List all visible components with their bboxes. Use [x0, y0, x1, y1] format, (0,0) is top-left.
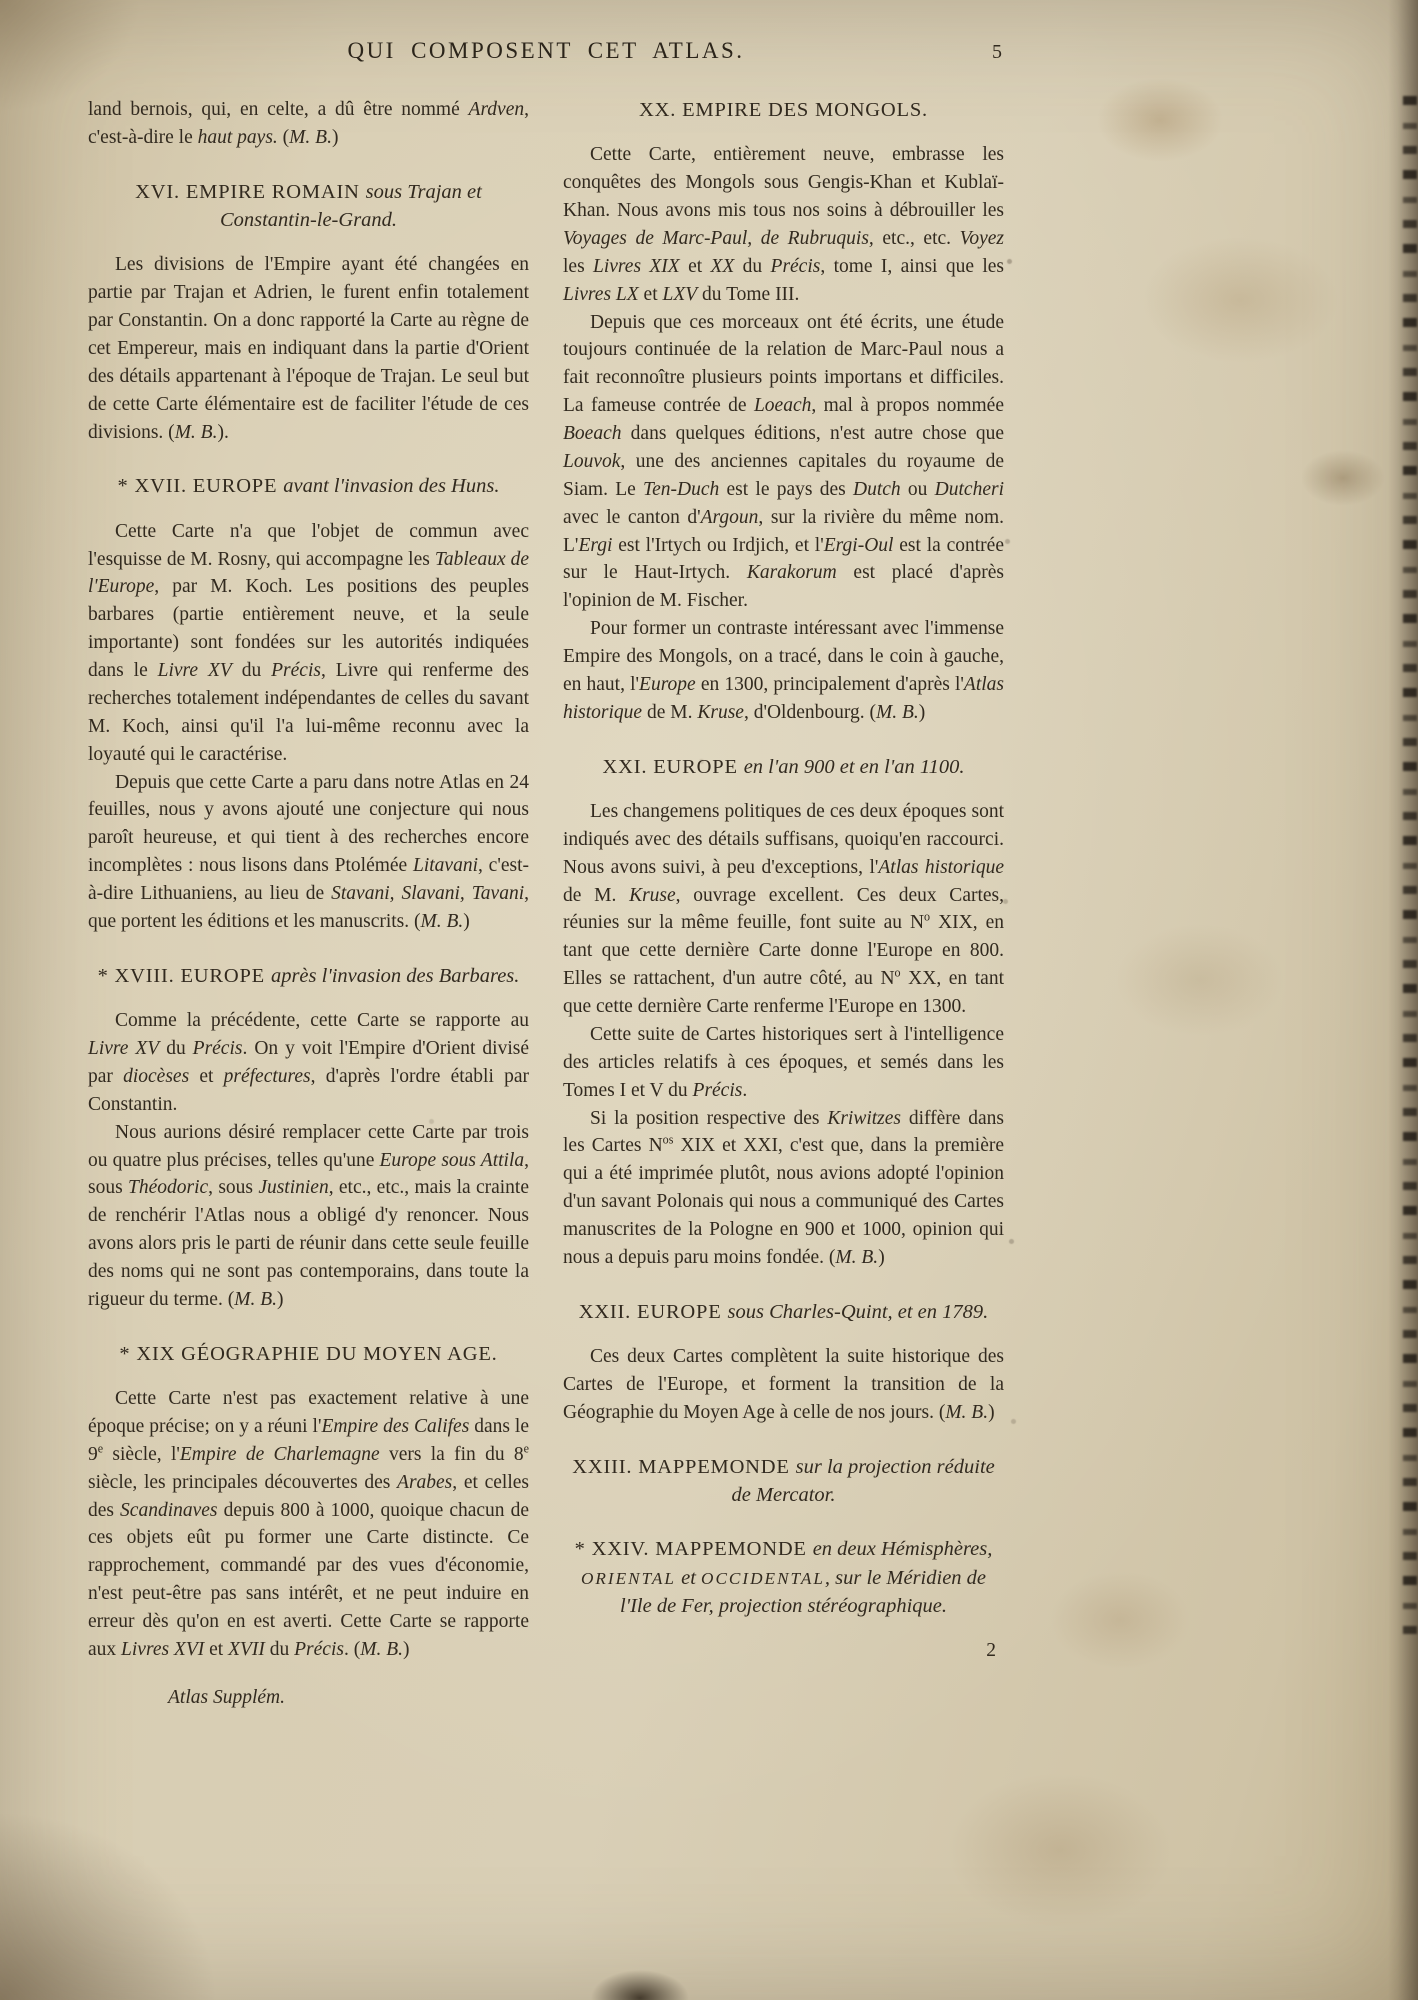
text-run: Empire des Califes [321, 1415, 470, 1437]
text-run: XIX, en tant que cette dernière Carte donne l'Europe en 800. Elles se rattachent, d'un autre côté, au N [563, 912, 1004, 990]
text-run: Les changemens politiques de ces deux époques sont indiqués avec des détails suffisans, quoiqu'en raccourci. Nous avons suivi, à peu d'exceptions, l' [563, 800, 1004, 878]
text-run: M. B. [174, 421, 218, 443]
text-run: * XVII. EUROPE [117, 475, 284, 498]
paragraph [88, 518, 529, 769]
text-run: ) [918, 701, 926, 723]
text-run: Atlas historique [563, 673, 1004, 723]
text-run: XXII. EUROPE [578, 1300, 728, 1323]
text-run: avant l'invasion des Huns. [283, 475, 500, 498]
text-run: XXIII. MAPPEMONDE [572, 1455, 796, 1478]
text-run: ou [900, 478, 935, 500]
text-run: M. B. [876, 701, 919, 723]
right-column [563, 96, 1004, 1712]
text-run: , mal à propos nommée [811, 395, 1004, 417]
text-run: sur la projection réduite de Mercator. [731, 1455, 995, 1506]
paragraph [88, 251, 529, 446]
text-run: , et celles des [88, 1471, 529, 1521]
text-run: ORIENTAL [580, 1568, 676, 1588]
text-run: Pour former un contraste intéressant avec l'immense Empire des Mongols, on a tracé, dans le coin à gauche, en haut, l' [563, 618, 1004, 695]
text-run: Kruse [629, 884, 676, 906]
text-run: ) [878, 1246, 885, 1268]
text-run: M. B. [945, 1401, 989, 1423]
text-run: Précis [294, 1638, 344, 1660]
section-heading [567, 1535, 1000, 1620]
text-run: sous Charles-Quint, et en 1789. [727, 1300, 989, 1323]
text-run: . [742, 1079, 748, 1101]
text-run: Ergi [578, 534, 613, 556]
text-run: Cette suite de Cartes historiques sert à l'intelligence des articles relatifs à ces époques, et semés dans les Tomes I et V du [563, 1023, 1004, 1101]
text-run: XXI. EUROPE [602, 755, 744, 778]
paragraph [563, 309, 1004, 616]
section-heading [92, 962, 525, 990]
signature-mark [563, 1637, 1004, 1665]
text-run: M. B. [835, 1246, 879, 1268]
text-run: , Livre qui renferme des recherches totalement indépendantes de celles du savant M. Koch, ainsi qu'il l'a lui-même reconnu avec la loyauté qui le caractérise. [88, 660, 529, 765]
text-run: * XIX GÉOGRAPHIE DU MOYEN AGE. [119, 1342, 498, 1365]
page-edge-artifacts [1388, 0, 1418, 2000]
section-heading [92, 178, 525, 235]
text-run: Scandinaves [120, 1499, 218, 1521]
text-run: M. B. [234, 1288, 277, 1310]
text-run: Précis [271, 660, 321, 682]
text-run: OCCIDENTAL [701, 1568, 825, 1588]
text-run: o [894, 965, 901, 980]
text-run: Si la position respective des [590, 1107, 828, 1129]
text-run: dans quelques éditions, n'est autre chose que [621, 423, 1004, 445]
section-heading [92, 1340, 525, 1368]
text-run: de M. [642, 701, 698, 723]
text-run: est placé d'après l'opinion de M. Fischer. [563, 562, 1004, 612]
text-run: est l'Irtych ou Irdjich, et l' [612, 534, 824, 556]
text-run: Europe sous Attila [379, 1149, 525, 1171]
text-run: Livres LX [563, 283, 639, 305]
text-run: Précis [692, 1079, 743, 1101]
text-run: Cette Carte n'a que l'objet de commun avec l'esquisse de M. Rosny, qui accompagne les [88, 520, 529, 570]
section-heading [567, 753, 1000, 781]
text-run: * XXIV. MAPPEMONDE [574, 1538, 813, 1561]
text-run: Depuis que cette Carte a paru dans notre Atlas en 24 feuilles, nous y avons ajouté une conjecture qui nous paroît heureuse, et qui tient à des recherches encore incomplètes : nous lisons dans Ptolémée [88, 771, 529, 877]
text-run: Nous aurions désiré remplacer cette Carte par trois ou quatre plus précises, telles qu'une [88, 1121, 529, 1171]
text-run: XX, en tant que cette dernière Carte renferme l'Europe en 1300. [563, 968, 1004, 1018]
text-run: , c'est-à-dire le [88, 99, 529, 148]
text-run: préfectures [223, 1065, 311, 1087]
text-run: ) [276, 1288, 284, 1310]
section-heading [567, 1453, 1000, 1510]
text-run: e [97, 1441, 104, 1456]
text-run: Ces deux Cartes complètent la suite historique des Cartes de l'Europe, et forment la transition de la Géographie du Moyen Age à celle de nos jours. ( [563, 1346, 1004, 1423]
text-run: Voyez [959, 227, 1004, 249]
text-run: Ardven [468, 99, 525, 120]
section-heading [567, 1298, 1000, 1326]
text-run: ). [217, 421, 229, 443]
text-run: Boeach [563, 423, 622, 445]
text-run: diocèses [123, 1065, 190, 1087]
text-run: , d'après l'ordre établi par Constantin. [88, 1065, 529, 1115]
text-run: , sous [88, 1149, 529, 1199]
text-run: Comme la précédente, cette Carte se rapporte au [115, 1010, 529, 1032]
text-run: diffère dans les Cartes N [563, 1107, 1004, 1157]
text-run: Ten-Duch [643, 478, 720, 500]
text-run: Les divisions de l'Empire ayant été changées en partie par Trajan et Adrien, le furent enfin totalement par Constantin. On a donc rapporté la Carte au règne de cet Empereur, mais en indiquant dans la partie d'Orient des détails appartenant à l'époque de Trajan. Le seul but de cette Carte élémentaire est de faciliter l'étude de ces divisions. ( [88, 254, 529, 443]
text-run: Théodoric [127, 1177, 209, 1199]
text-run: Tableaux de l'Europe [88, 548, 529, 598]
text-run: , c'est-à-dire Lithuaniens, au lieu de [88, 855, 529, 905]
text-run: Loeach [753, 395, 812, 417]
text-run: et [675, 1566, 702, 1589]
paragraph [563, 798, 1004, 1021]
text-run: , sur la rivière du même nom. L' [563, 506, 1004, 556]
text-run: XVI. EMPIRE ROMAIN [135, 180, 366, 203]
text-run: haut pays. [197, 126, 278, 148]
text-run: Litavani [413, 855, 479, 877]
text-run: Atlas historique [878, 856, 1005, 878]
text-run: M. B. [360, 1638, 403, 1660]
text-run: du [159, 1038, 193, 1059]
text-run: avec le canton d' [563, 506, 701, 528]
two-column-text [88, 96, 1004, 1712]
paragraph [88, 1119, 529, 1314]
text-run: Voyages de Marc-Paul, de Rubruquis, [563, 227, 874, 249]
text-run: , par M. Koch. Les positions des peuples barbares (partie entièrement neuve, et la seule importante) sont fondées sur les autorités indiquées dans le [88, 576, 529, 682]
text-run: les [563, 255, 594, 277]
text-run: Argoun [700, 506, 759, 528]
paragraph [88, 96, 529, 152]
text-run: , tome I, ainsi que les [820, 255, 1004, 277]
running-header [88, 38, 1004, 72]
ink-specks [0, 0, 3, 3]
text-run: , ouvrage excellent. Ces deux Cartes, réunies sur la même feuille, font suite au N [563, 884, 1005, 934]
text-run: XIX et XXI, c'est que, dans la première qui a été imprimée plutôt, nous avions adopté l'opinion d'un savant Polonais qui nous a communiqué des Cartes manuscrites de la Pologne en 900 et 1000, opinion qui nous a depuis paru moins fondée. ( [563, 1135, 1004, 1268]
text-run: etc., etc. [873, 227, 960, 249]
text-run: ) [331, 126, 339, 148]
text-run: , une des anciennes capitales du royaume de Siam. Le [563, 450, 1004, 500]
section-heading [92, 472, 525, 500]
text-run: dans le 9 [88, 1415, 529, 1465]
text-run: en 1300, principalement d'après l' [695, 673, 964, 695]
text-run: Ergi-Oul [823, 534, 894, 556]
text-run: du [734, 255, 771, 277]
text-run: Kruse [697, 701, 744, 723]
text-run: Kriwitzes [827, 1107, 901, 1129]
text-run: de M. [563, 884, 630, 906]
text-run: os [662, 1132, 674, 1147]
text-run: XX [710, 255, 735, 277]
text-run: Empire de Charlemagne [179, 1443, 380, 1465]
text-run: XX. EMPIRE DES MONGOLS. [639, 99, 928, 121]
text-run: Dutcheri [934, 478, 1004, 500]
text-run: Précis [770, 255, 821, 277]
text-run: Dutch [853, 478, 901, 500]
text-run: Europe [639, 673, 696, 695]
text-run: et [638, 283, 663, 305]
text-run: après l'invasion des Barbares. [270, 964, 520, 987]
text-run: Atlas Supplém. [168, 1686, 285, 1708]
text-run: vers la fin du 8 [379, 1443, 524, 1465]
text-run: du Tome III. [697, 283, 800, 305]
text-run: Cette Carte, entièrement neuve, embrasse les conquêtes des Mongols sous Gengis-Khan et Kublaï-Khan. Nous avons mis tous nos soins à débrouiller les [563, 144, 1004, 222]
paragraph [88, 1007, 529, 1119]
text-run: , etc., etc., mais la crainte de renchérir l'Atlas nous a obligé d'y renoncer. Nous avons alors pris le parti de réunir dans cette seule feuille des noms qui ne sont pas contemporains, dans toute la rigueur du terme. ( [88, 1177, 529, 1310]
text-run: 2 [986, 1640, 996, 1662]
section-heading [567, 96, 1000, 124]
text-run: et [189, 1065, 224, 1087]
text-run: sous Trajan et Constantin-le-Grand. [219, 180, 482, 232]
paragraph [563, 615, 1004, 727]
text-run: Livres XIX [593, 255, 680, 277]
text-run: Livre XV [157, 660, 232, 682]
text-run: Karakorum [746, 562, 837, 584]
text-run: ) [463, 910, 470, 932]
text-run: LXV [662, 283, 698, 305]
text-run: , d'Oldenbourg. ( [743, 701, 876, 723]
text-run: e [523, 1441, 529, 1456]
paragraph [563, 1343, 1004, 1427]
text-run: , sous [208, 1177, 259, 1199]
text-run: Stavani, Slavani, Tavani [331, 883, 525, 905]
text-run: . ( [343, 1638, 361, 1660]
catchword [88, 1684, 529, 1712]
text-run: et [679, 255, 711, 277]
text-run: Louvok [563, 450, 621, 472]
text-run: . On y voit l'Empire d'Orient divisé par [88, 1038, 530, 1087]
paragraph [563, 1021, 1004, 1105]
text-run: ( [277, 126, 290, 148]
text-run: , que portent les éditions et les manuscrits. ( [88, 883, 529, 932]
page-number: 5 [992, 41, 1002, 63]
text-run: o [924, 909, 931, 924]
text-run: est le pays des [719, 478, 853, 500]
page-header-title: QUI COMPOSENT CET ATLAS. [347, 38, 745, 63]
text-run: du [264, 1638, 295, 1660]
paragraph [88, 769, 529, 936]
text-run: Cette Carte n'est pas exactement relative à une époque précise; on y a réuni l' [88, 1388, 529, 1437]
text-run: M. B. [420, 910, 464, 932]
paragraph [563, 141, 1004, 308]
paragraph [88, 1385, 529, 1664]
text-run: M. B. [289, 126, 332, 148]
text-run: en deux Hémisphères, [812, 1538, 993, 1561]
text-run: land bernois, qui, en celte, a dû être nommé [88, 99, 469, 120]
text-run: Depuis que ces morceaux ont été écrits, une étude toujours continuée de la relation de Marc-Paul nous a fait reconnoître plusieurs points importans et difficiles. La fameuse contrée de [563, 311, 1004, 417]
printed-area [88, 38, 1004, 1712]
text-run: du [231, 660, 272, 682]
text-run: siècle, l' [103, 1443, 180, 1465]
text-run: siècle, les principales découvertes des [88, 1471, 398, 1493]
text-run: * XVIII. EUROPE [97, 964, 271, 987]
left-column [88, 96, 529, 1712]
text-run: Précis [192, 1038, 243, 1059]
text-run: Livre XV [88, 1038, 160, 1059]
text-run: XVII [228, 1638, 265, 1660]
text-run: Justinien [258, 1177, 329, 1199]
text-run: ) [403, 1638, 410, 1660]
text-run: depuis 800 à 1000, quoique chacun de ces objets eût pu former une Carte distincte. Ce rapprochement, commandé par des vues d'économie, n'est peut-être pas sans intérêt, et ne peut induire en erreur dès qu'on en est averti. Cette Carte se rapporte aux [88, 1499, 529, 1660]
paragraph [563, 1105, 1004, 1272]
text-run: Arabes [397, 1471, 453, 1493]
text-run: Livres XVI [121, 1638, 205, 1660]
text-run: en l'an 900 et en l'an 1100. [743, 755, 965, 778]
text-run: , sur le Méridien de l'Ile de Fer, projection stéréographique. [620, 1566, 987, 1617]
text-run: et [204, 1638, 229, 1660]
text-run: ) [988, 1401, 995, 1423]
text-run: est la contrée sur le Haut-Irtych. [563, 534, 1004, 584]
